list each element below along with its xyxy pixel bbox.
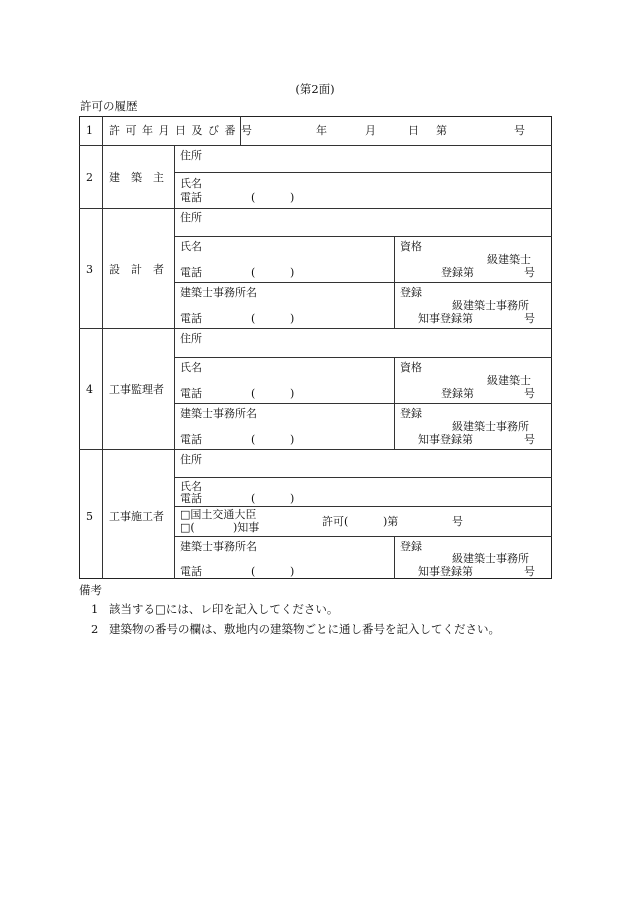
qualification-label: 資格	[400, 240, 422, 253]
permit-number-suffix: 号	[452, 515, 463, 528]
grid-line	[102, 116, 103, 579]
phone-paren-open: (	[251, 191, 256, 204]
number-suffix-label: 号	[524, 387, 535, 400]
grid-line	[79, 145, 552, 146]
phone-paren-open: (	[251, 387, 256, 400]
phone-paren-close: )	[290, 387, 295, 400]
number-suffix-label: 号	[514, 124, 525, 137]
name-label: 氏名	[180, 480, 202, 493]
phone-label: 電話	[180, 387, 202, 400]
registration-label: 登録	[400, 286, 422, 299]
page-label: (第2面)	[295, 82, 335, 96]
year-label: 年	[316, 124, 327, 137]
grid-line	[174, 172, 552, 173]
permit-label: 許可(	[322, 515, 349, 528]
address-label: 住所	[180, 149, 202, 162]
note-number: 1	[91, 602, 99, 616]
grid-line	[174, 145, 175, 579]
number-prefix-label: 第	[436, 124, 447, 137]
phone-label: 電話	[180, 433, 202, 446]
office-name-label: 建築士事務所名	[180, 540, 257, 553]
row-label-contractor: 工事施工者	[109, 510, 164, 523]
registration-number-label: 登録第	[441, 387, 474, 400]
grid-line	[79, 208, 552, 209]
address-label: 住所	[180, 453, 202, 466]
qualification-label: 資格	[400, 361, 422, 374]
grid-line	[394, 536, 395, 579]
grid-line	[174, 357, 552, 358]
row-number: 5	[86, 510, 93, 523]
phone-paren-open: (	[251, 433, 256, 446]
grid-line	[174, 506, 552, 507]
office-name-label: 建築士事務所名	[180, 407, 257, 420]
note-text: 建築物の番号の欄は、敷地内の建築物ごとに通し番号を記入してください。	[109, 622, 500, 636]
registration-number-label: 登録第	[441, 266, 474, 279]
number-suffix-label: 号	[524, 312, 535, 325]
phone-label: 電話	[180, 312, 202, 325]
grid-line	[79, 328, 552, 329]
office-class-label: 級建築士事務所	[452, 299, 529, 312]
minister-checkbox-label: □国土交通大臣	[180, 508, 257, 521]
governor-checkbox-close: )知事	[233, 521, 260, 534]
architect-class-label: 級建築士	[487, 374, 531, 387]
phone-paren-open: (	[251, 565, 256, 578]
phone-label: 電話	[180, 266, 202, 279]
note-number: 2	[91, 622, 99, 636]
grid-line	[174, 282, 552, 283]
address-label: 住所	[180, 332, 202, 345]
permit-number-prefix: )第	[383, 515, 399, 528]
month-label: 月	[365, 124, 376, 137]
section-title: 許可の履歴	[80, 99, 138, 113]
row-number: 4	[86, 383, 93, 396]
phone-paren-close: )	[290, 312, 295, 325]
office-name-label: 建築士事務所名	[180, 286, 257, 299]
governor-checkbox-open: □(	[180, 521, 195, 534]
office-class-label: 級建築士事務所	[452, 420, 529, 433]
phone-paren-close: )	[290, 492, 295, 505]
row-number: 2	[86, 171, 93, 184]
number-suffix-label: 号	[524, 565, 535, 578]
row-number: 3	[86, 263, 93, 276]
registration-label: 登録	[400, 407, 422, 420]
grid-line	[79, 449, 552, 450]
address-label: 住所	[180, 211, 202, 224]
phone-label: 電話	[180, 565, 202, 578]
grid-line	[174, 536, 552, 537]
phone-paren-open: (	[251, 492, 256, 505]
name-label: 氏名	[180, 240, 202, 253]
phone-paren-close: )	[290, 191, 295, 204]
grid-line	[174, 477, 552, 478]
phone-paren-close: )	[290, 565, 295, 578]
grid-line	[174, 236, 552, 237]
number-suffix-label: 号	[524, 266, 535, 279]
phone-paren-open: (	[251, 266, 256, 279]
registration-label: 登録	[400, 540, 422, 553]
row-label-supervisor: 工事監理者	[109, 383, 164, 396]
phone-paren-close: )	[290, 433, 295, 446]
notes-title: 備考	[79, 583, 102, 597]
name-label: 氏名	[180, 177, 202, 190]
row-number: 1	[86, 124, 93, 137]
phone-paren-close: )	[290, 266, 295, 279]
governor-registration-label: 知事登録第	[418, 565, 473, 578]
number-suffix-label: 号	[524, 433, 535, 446]
row-label-designer: 設 計 者	[109, 263, 164, 276]
phone-label: 電話	[180, 191, 202, 204]
grid-line	[174, 403, 552, 404]
office-class-label: 級建築士事務所	[452, 552, 529, 565]
phone-label: 電話	[180, 492, 202, 505]
row-label-building-owner: 建 築 主	[109, 171, 164, 184]
phone-paren-open: (	[251, 312, 256, 325]
name-label: 氏名	[180, 361, 202, 374]
row-label-permit-date: 許可年月日及び番号	[109, 124, 258, 137]
note-text: 該当する□には、レ印を記入してください。	[109, 602, 339, 616]
architect-class-label: 級建築士	[487, 253, 531, 266]
day-label: 日	[408, 124, 419, 137]
governor-registration-label: 知事登録第	[418, 433, 473, 446]
governor-registration-label: 知事登録第	[418, 312, 473, 325]
